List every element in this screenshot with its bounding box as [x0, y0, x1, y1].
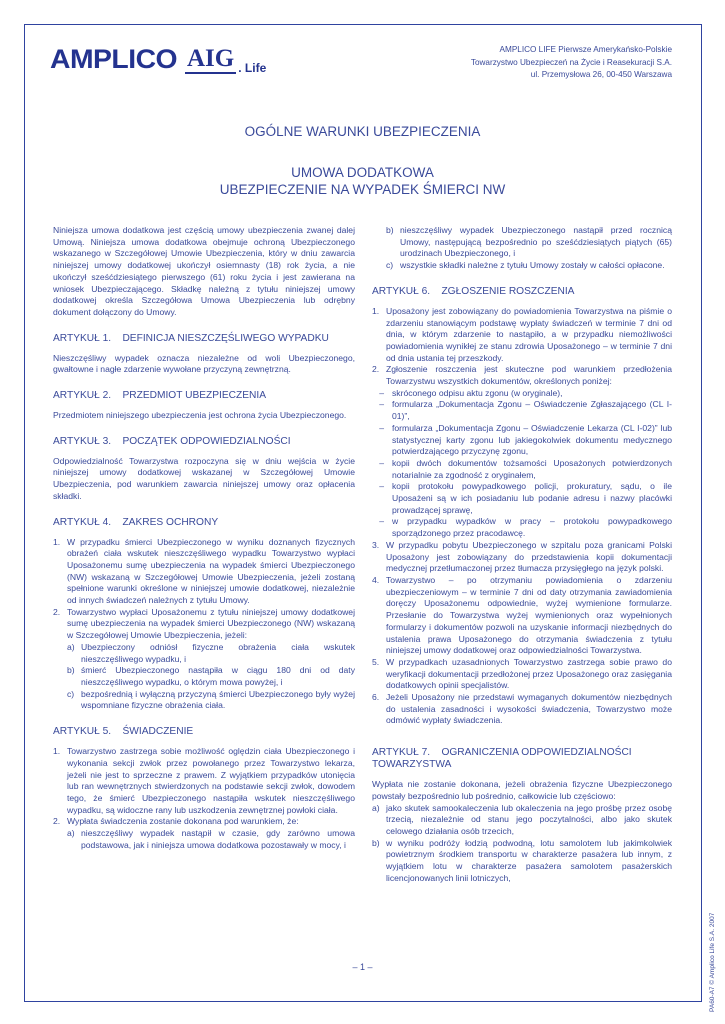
document-subtitle: [0, 164, 725, 198]
list-letter: c): [386, 260, 394, 271]
list-item: [372, 399, 672, 422]
article-5-list: [53, 746, 355, 851]
list-item: [372, 575, 672, 657]
article-3-text: Odpowiedzialność Towarzystwa rozpoczyna się w dniu wejścia w życie niniejszej umowy dodatkowej wskazanej w Szczegółowej Umowie Ubezpieczenia, pod warunkiem zawarcia niniejszej umowy oraz opłacenia składki.: [53, 455, 355, 501]
list-number: 1.: [372, 305, 380, 316]
list-letter: b): [386, 225, 394, 235]
list-item: [53, 746, 355, 816]
list-text: kopii dwóch dokumentów tożsamości Uposażonych potwierdzonych notarialnie za zgodność z oryginałem,: [392, 457, 672, 480]
list-item: [53, 828, 355, 851]
list-text: W przypadkach uzasadnionych Towarzystwo zastrzega sobie prawo do weryfikacji dokumentacji przedłożonej przez Uposażonego oraz zasięgania dodatkowych opinii specjalistów.: [386, 656, 672, 691]
list-number: 6.: [372, 692, 380, 703]
list-item: [372, 306, 672, 365]
intro-paragraph: Niniejsza umowa dodatkowa jest częścią umowy ubezpieczenia zwanej dalej Umową. Niniejsza umowa dodatkowa obejmuje ochroną Ubezpieczonego wskazanego w Szczegółowej Umowie Ubezpieczenia, który w dniu zawarcia niniejszej umowy dodatkowej ukończył osiemnasty (18) rok życia, a nie ukończył sześćdziesiątego pierwszego (61) roku życia i jest zawierana na wniosek Ubezpieczającego. Składkę należną z tytułu niniejszej umowy dodatkowej określa Szczegółowa Umowa Ubezpieczenia lub odrębny dokument dołączony do Umowy.: [53, 225, 355, 317]
list-item: [53, 665, 355, 688]
list-number: 2.: [53, 606, 61, 617]
article-2-text: Przedmiotem niniejszego ubezpieczenia jest ochrona życia Ubezpieczonego.: [53, 410, 347, 421]
list-text: kopii protokołu powypadkowego policji, prokuratury, sądu, o ile Uposażeni są w ich posiadaniu lub podanie adresu i nazwy placówki prowadzącej sprawę,: [392, 481, 672, 515]
list-item: [372, 540, 672, 575]
list-text: bezpośrednią i wyłączną przyczyną śmierci Ubezpieczonego były wyżej wspomniane fizyczne obrażenia ciała.: [81, 688, 355, 711]
list-letter: a): [372, 802, 380, 813]
list-text: Zgłoszenie roszczenia jest skuteczne pod warunkiem przedłożenia Towarzystwu wszystkich dokumentów, określonych poniżej:: [386, 364, 672, 387]
list-text: śmierć Ubezpieczonego nastąpiła w ciągu 180 dni od daty nieszczęśliwego wypadku, o którym mowa powyżej, i: [81, 665, 355, 687]
list-item: [372, 423, 672, 458]
list-number: 3.: [372, 539, 380, 550]
article-7-heading: ARTYKUŁ 7. OGRANICZENIA ODPOWIEDZIALNOŚCI TOWARZYSTWA: [372, 747, 635, 771]
list-text: Wypłata świadczenia zostanie dokonana pod warunkiem, że:: [67, 816, 299, 827]
list-text: Jeżeli Uposażony nie przedstawi wymaganych dokumentów niezbędnych do ustalenia zasadności i wysokości świadczenia, Towarzystwo może odmówić wypłaty świadczenia.: [386, 692, 672, 726]
list-text: Ubezpieczony odniósł fizyczne obrażenia ciała wskutek nieszczęśliwego wypadku, i: [81, 641, 355, 664]
list-number: 1.: [53, 536, 61, 547]
page-number: – 1 –: [352, 962, 373, 972]
dash-bullet: –: [379, 399, 384, 410]
list-text: skróconego odpisu aktu zgonu (w oryginale),: [392, 387, 563, 398]
list-text: jako skutek samookaleczenia lub okaleczenia na jego prośbę przez osobę trzecią, niezależnie od stanu jego poczytalności, albo jako skutek celowego działania osób trzecich,: [386, 802, 672, 836]
list-text: wszystkie składki należne z tytułu Umowy zostały w całości opłacone.: [400, 260, 665, 271]
article-7-text: Wypłata nie zostanie dokonana, jeżeli obrażenia fizyczne Ubezpieczonego powstały bezpośrednio lub pośrednio, całkowicie lub częściowo:: [372, 779, 672, 801]
list-text: w wyniku podróży łodzią podwodną, lotu samolotem lub jakimkolwiek powietrznym środkiem transportu w charakterze pasażera lub innym, z wyjątkiem lotu w charakterze pasażera samolotem pasażerskich licencjonowanych linii lotniczych,: [386, 837, 672, 883]
list-item: [372, 260, 672, 272]
company-name-line2: Towarzystwo Ubezpieczeń na Życie i Reasekuracji S.A.: [470, 57, 672, 67]
list-item: [53, 816, 355, 828]
list-text: Towarzystwo zastrzega sobie możliwość oględzin ciała Ubezpieczonego i wykonania sekcji zwłok przez powołanego przez Towarzystwo lekarza, jeżeli nie jest to sprzeczne z prawem. Z wyjątkiem przypadków utonięcia lub ran wewnętrznych stwierdzonych na podstawie sekcji zwłok, dowodem tego, że śmierć Ubezpieczonego nastąpiła wskutek nieszczęśliwego wypadku, są widoczne rany lub uszkodzenia zewnętrznej powłoki ciała.: [67, 746, 355, 815]
list-text: formularza „Dokumentacja Zgonu – Oświadczenie Zgłaszającego (CL I-01)”,: [392, 399, 672, 422]
dash-bullet: –: [379, 422, 384, 433]
list-item: [372, 657, 672, 692]
list-item: [372, 458, 672, 481]
list-number: 5.: [372, 656, 380, 667]
list-text: formularza „Dokumentacja Zgonu – Oświadczenie Lekarza (CL I-02)” lub statystycznej karty zgonu lub jakiegokolwiek dokumentu medycznego potwierdzającego przyczynę zgonu,: [392, 422, 672, 457]
subtitle-line1: UMOWA DODATKOWA: [291, 165, 434, 180]
article-4-list: [53, 537, 355, 713]
company-address: [471, 44, 672, 82]
dash-bullet: –: [379, 457, 384, 468]
dash-bullet: –: [379, 516, 384, 527]
article-7-list: [372, 803, 672, 885]
article-3-heading: ARTYKUŁ 3. POCZĄTEK ODPOWIEDZIALNOŚCI: [53, 435, 291, 447]
list-text: nieszczęśliwy wypadek nastąpił w czasie, gdy zarówno umowa podstawowa, jak i niniejsza umowa dodatkowa pozostawały w mocy, i: [81, 828, 355, 850]
article-6-heading: ARTYKUŁ 6. ZGŁOSZENIE ROSZCZENIA: [372, 285, 575, 297]
list-letter: b): [67, 665, 75, 676]
list-item: [53, 689, 355, 712]
list-item: [372, 225, 672, 260]
list-text: Towarzystwo – po otrzymaniu powiadomienia o zdarzeniu ubezpieczeniowym – w terminie 7 dni od daty otrzymania zawiadomienia doręczy Uposażonemu odpowiednie, wyżej wymienione formularze. Przesłanie do Towarzystwa wyżej wymienionych oraz wypełnionych formularzy i dokumentów pozwoli na uzyskanie informacji niezbędnych do ustalenia prawa Uposażonego do otrzymania świadczenia z tytułu niniejszej umowy dodatkowej oraz odpowiedzialności Towarzystwa.: [386, 574, 672, 656]
article-1-heading: ARTYKUŁ 1. DEFINICJA NIESZCZĘŚLIWEGO WYPADKU: [53, 332, 329, 344]
list-item: [53, 607, 355, 642]
list-item: [372, 838, 672, 885]
company-address-line: ul. Przemysłowa 26, 00-450 Warszawa: [530, 70, 672, 79]
list-number: 2.: [53, 816, 61, 827]
list-item: [372, 388, 672, 400]
left-column: [53, 225, 355, 851]
list-number: 2.: [372, 364, 380, 375]
logo-aig-text: AIG: [187, 45, 235, 72]
right-column: [372, 225, 672, 884]
list-text: W przypadku śmierci Ubezpieczonego w wyniku doznanych fizycznych obrażeń ciała wskutek nieszczęśliwego wypadku Towarzystwo wypłaci Uposażonemu sumę ubezpieczenia na wypadek śmierci Ubezpieczonego (NW) wskazaną w Szczegółowej Umowie Ubezpieczenia, jeżeli zostaną spełnione warunki określone w niniejszej umowie dodatkowej, niezależnie od innych świadczeń należnych z tytułu Umowy.: [67, 536, 355, 606]
logo-life-text: . Life: [238, 61, 267, 75]
list-item: [372, 803, 672, 838]
list-text: Uposażony jest zobowiązany do powiadomienia Towarzystwa na piśmie o zdarzeniu stanowiącym podstawę wypłaty świadczeń w terminie 7 dni od dnia, w którym zdarzenie to nastąpiło, a w przypadku niemożliwości powiadomienia wynikłej ze stanu zdrowia Uposażonego – w terminie 7 dni od dnia ustania tej przeszkody.: [386, 305, 672, 363]
list-letter: a): [67, 828, 75, 839]
article-2-heading: ARTYKUŁ 2. PRZEDMIOT UBEZPIECZENIA: [53, 390, 267, 402]
list-letter: b): [372, 837, 380, 848]
company-name-line1: AMPLICO LIFE Pierwsze Amerykańsko-Polskie: [499, 45, 672, 54]
list-item: [372, 692, 672, 727]
article-1-text: Nieszczęśliwy wypadek oznacza niezależne od woli Ubezpieczonego, gwałtowne i nagłe zdarzenie wywołane przyczyną zewnętrzną.: [53, 352, 355, 375]
list-item: [53, 642, 355, 665]
list-text: nieszczęśliwy wypadek Ubezpieczonego nastąpił przed rocznicą Umowy, następującą bezpośrednio po sześćdziesiątych piątych (65) urodzinach Ubezpieczonego, i: [400, 225, 672, 259]
list-text: W przypadku pobytu Ubezpieczonego w szpitalu poza granicami Polski Uposażony jest zobowiązany do przedstawienia kopii dokumentacji medycznej przetłumaczonej przez tłumacza przysięgłego na język polski.: [386, 539, 672, 574]
dash-bullet: –: [379, 387, 384, 398]
company-logo: [50, 40, 266, 74]
logo-amplico-text: AMPLICO: [50, 44, 178, 74]
subtitle-line2: UBEZPIECZENIE NA WYPADEK ŚMIERCI NW: [219, 182, 506, 197]
list-number: 4.: [372, 574, 380, 585]
article-5-heading: ARTYKUŁ 5. ŚWIADCZENIE: [53, 726, 194, 738]
dash-bullet: –: [379, 481, 384, 492]
list-text: w przypadku wypadków w pracy – protokołu powypadkowego sporządzonego przez pracodawcę.: [392, 516, 672, 539]
article-4-heading: ARTYKUŁ 4. ZAKRES OCHRONY: [53, 516, 219, 528]
document-code: PA60-A7 © Amplico Life S.A. 2007: [709, 912, 716, 1012]
list-item: [372, 481, 672, 516]
list-item: [372, 516, 672, 539]
list-letter: a): [67, 641, 75, 652]
article-6-list: [372, 306, 672, 727]
article-5-list-continued: [372, 225, 672, 272]
list-number: 1.: [53, 746, 61, 757]
list-item: [53, 537, 355, 607]
list-letter: c): [67, 688, 75, 699]
list-item: [372, 364, 672, 387]
list-text: Towarzystwo wypłaci Uposażonemu z tytułu niniejszej umowy dodatkowej sumę ubezpieczenia na wypadek śmierci Ubezpieczonego (NW) wskazaną w Szczegółowej Umowie Ubezpieczenia, jeżeli:: [67, 606, 355, 641]
document-title: OGÓLNE WARUNKI UBEZPIECZENIA: [244, 124, 481, 139]
